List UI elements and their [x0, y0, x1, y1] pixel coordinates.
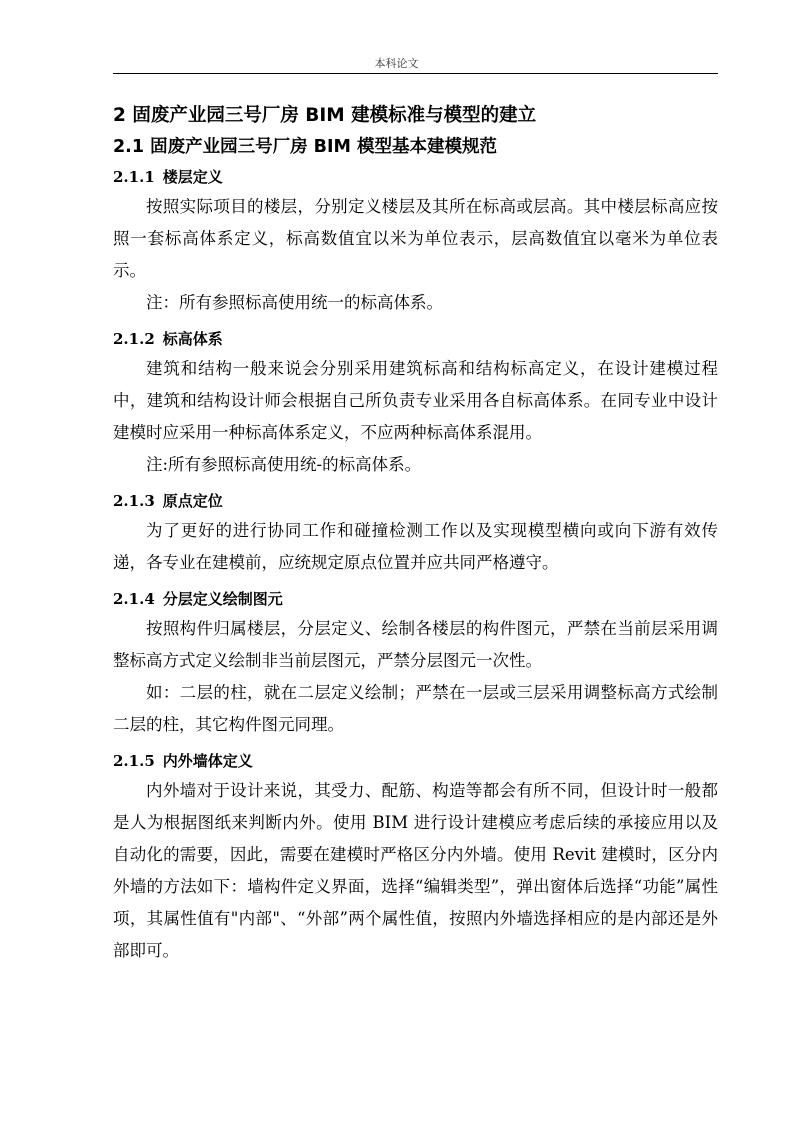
section-title: 2.1 固废产业园三号厂房 BIM 模型基本建模规范	[113, 137, 498, 157]
subsection-heading	[113, 747, 718, 775]
note-paragraph: 注：所有参照标高使用统一的标高体系。	[146, 293, 443, 312]
subsection-number: 2.1.1	[113, 168, 155, 186]
subsection-number: 2.1.3	[113, 492, 155, 510]
subsection-2-1-1	[113, 163, 718, 319]
subsection-2-1-4	[113, 585, 718, 741]
paragraph: 内外墙对于设计来说，其受力、配筋、构造等都会有所不同，但设计时一般都是人为根据图纸来判断内外。使用 BIM 进行设计建模应考虑后续的承接应用以及自动化的需要，因此，需要在建模时严格区分内外墙。使用 Revit 建模时，区分内外墙的方法如下：墙构件定义界面，选择“编辑类型”，弹出窗体后选择“功能”属性项，其属性值有"内部"、“外部”两个属性值，按照内外墙选择相应的是内部还是外部即可。	[113, 781, 718, 960]
chapter-title: 2 固废产业园三号厂房 BIM 建模标准与模型的建立	[113, 105, 537, 126]
subsection-2-1-5	[113, 747, 718, 967]
header-divider	[113, 73, 718, 74]
paragraph: 按照实际项目的楼层，分别定义楼层及其所在标高或层高。其中楼层标高应按照一套标高体系定义，标高数值宜以米为单位表示，层高数值宜以毫米为单位表示。	[113, 197, 718, 280]
subsection-number: 2.1.2	[113, 330, 155, 348]
subsection-title: 原点定位	[162, 492, 223, 510]
subsection-title: 标高体系	[162, 330, 223, 348]
subsection-title: 分层定义绘制图元	[162, 590, 283, 608]
subsection-number: 2.1.4	[113, 590, 155, 608]
subsection-heading	[113, 325, 718, 353]
subsection-2-1-2	[113, 325, 718, 481]
subsection-number: 2.1.5	[113, 752, 155, 770]
paragraph: 按照构件归属楼层，分层定义、绘制各楼层的构件图元，严禁在当前层采用调整标高方式定义绘制非当前层图元，严禁分层图元一次性。	[113, 619, 718, 670]
subsection-heading	[113, 163, 718, 191]
note-paragraph: 注:所有参照标高使用统-的标高体系。	[146, 455, 422, 474]
paragraph: 为了更好的进行协同工作和碰撞检测工作以及实现模型横向或向下游有效传递，各专业在建模前，应统规定原点位置并应共同严格遵守。	[113, 521, 718, 572]
subsection-heading	[113, 487, 718, 515]
example-paragraph: 如：二层的柱，就在二层定义绘制；严禁在一层或三层采用调整标高方式绘制二层的柱，其它构件图元同理。	[113, 683, 718, 734]
subsection-2-1-3	[113, 487, 718, 579]
running-header: 本科论文	[374, 57, 419, 70]
subsection-title: 楼层定义	[162, 168, 223, 186]
paragraph: 建筑和结构一般来说会分别采用建筑标高和结构标高定义，在设计建模过程中，建筑和结构设计师会根据自己所负责专业采用各自标高体系。在同专业中设计建模时应采用一种标高体系定义，不应两种标高体系混用。	[113, 359, 718, 442]
subsection-heading	[113, 585, 718, 613]
subsection-title: 内外墙体定义	[162, 752, 253, 770]
page-body	[113, 101, 718, 967]
